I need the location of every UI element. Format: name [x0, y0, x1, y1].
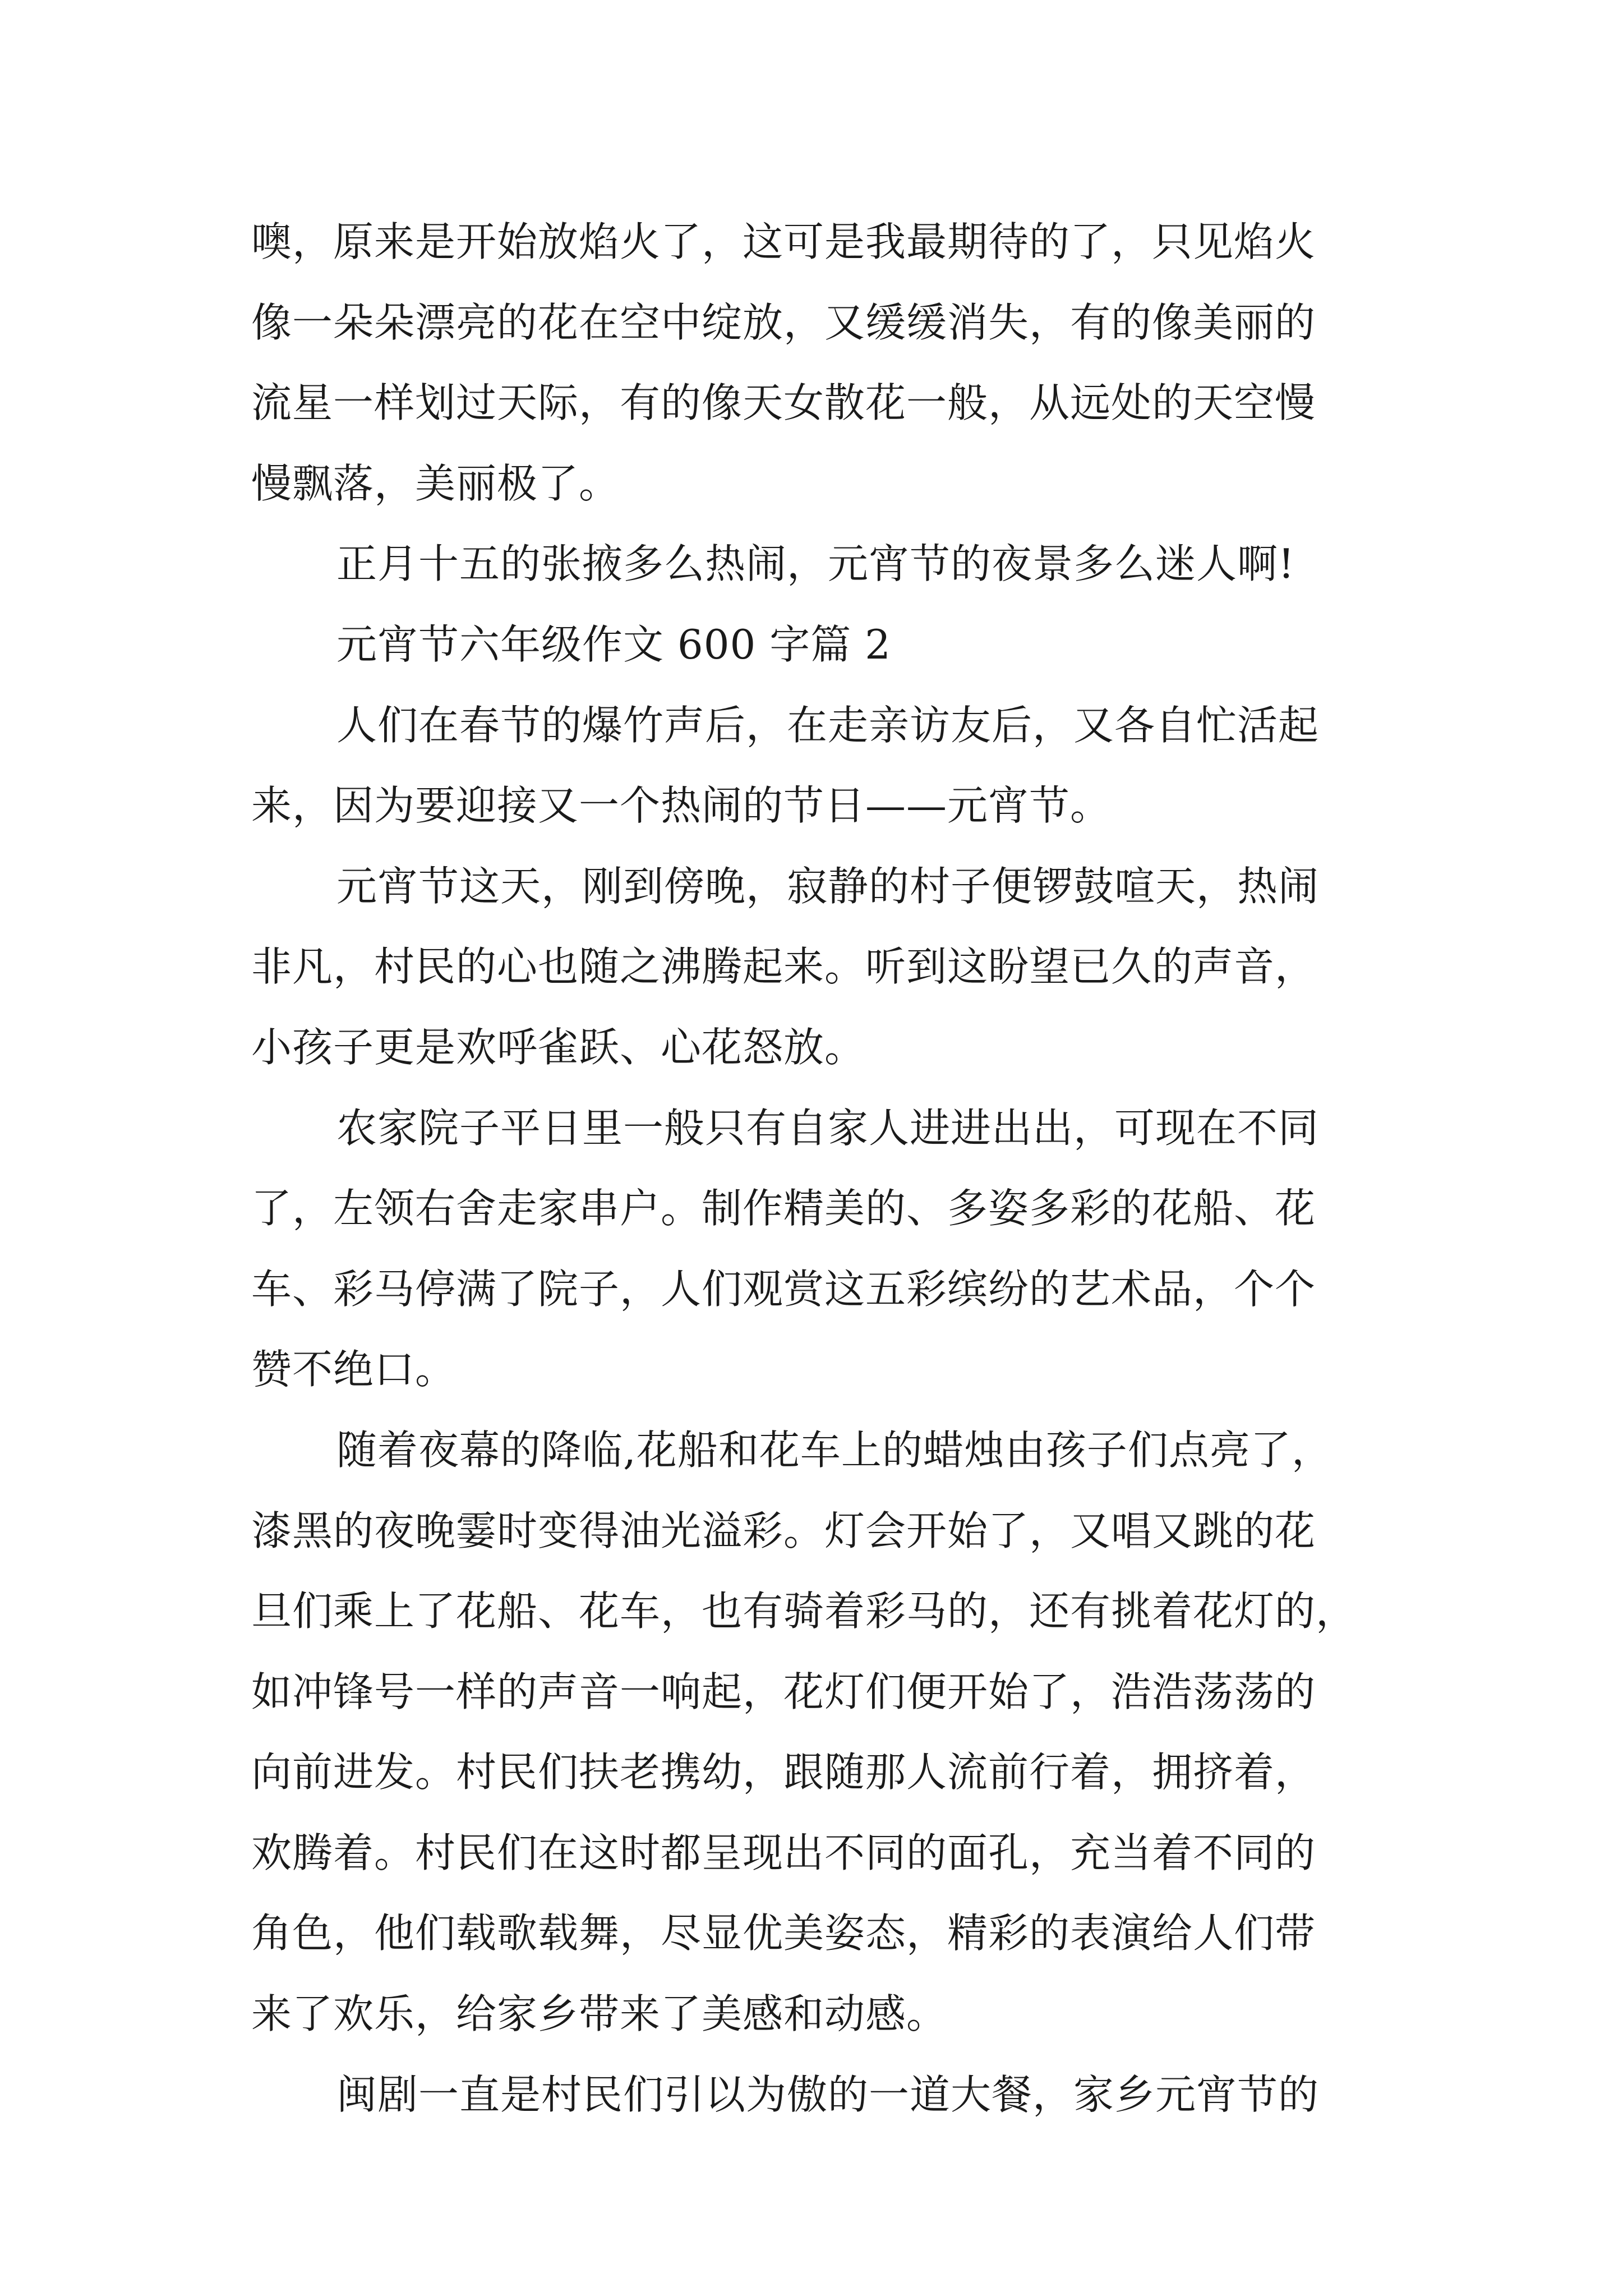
text-line: 人们在春节的爆竹声后，在走亲访友后，又各自忙活起 [336, 701, 1320, 749]
text-line: 如冲锋号一样的声音一响起，花灯们便开始了，浩浩荡荡的 [251, 1668, 1316, 1715]
text-line: 正月十五的张掖多么热闹，元宵节的夜景多么迷人啊! [336, 540, 1295, 588]
text-line: 非凡，村民的心也随之沸腾起来。听到这盼望已久的声音， [251, 943, 1316, 991]
text-line: 闽剧一直是村民们引以为傲的一道大餐，家乡元宵节的 [336, 2070, 1320, 2118]
text-line: 车、彩马停满了院子，人们观赏这五彩缤纷的艺术品，个个 [251, 1265, 1316, 1313]
text-line: 向前进发。村民们扶老携幼，跟随那人流前行着，拥挤着， [251, 1749, 1316, 1796]
text-line: 赞不绝口。 [251, 1346, 457, 1393]
text-line: 小孩子更是欢呼雀跃、心花怒放。 [251, 1023, 866, 1071]
text-line: 旦们乘上了花船、花车，也有骑着彩马的，还有挑着花灯的， [251, 1588, 1357, 1635]
text-line: 噢，原来是开始放焰火了，这可是我最期待的了，只见焰火 [251, 218, 1316, 265]
text-line: 元宵节六年级作文 600 字篇 2 [336, 620, 891, 668]
text-line: 慢飘落，美丽极了。 [251, 459, 620, 507]
text-line: 漆黑的夜晚霎时变得油光溢彩。灯会开始了，又唱又跳的花 [251, 1507, 1316, 1554]
text-line: 像一朵朵漂亮的花在空中绽放，又缓缓消失，有的像美丽的 [251, 298, 1316, 346]
text-line: 了，左领右舍走家串户。制作精美的、多姿多彩的花船、花 [251, 1185, 1316, 1232]
document-body [251, 202, 1395, 2135]
text-line: 欢腾着。村民们在这时都呈现出不同的面孔，充当着不同的 [251, 1829, 1316, 1876]
text-line: 流星一样划过天际，有的像天女散花一般，从远处的天空慢 [251, 379, 1316, 427]
text-line: 随着夜幕的降临,花船和花车上的蜡烛由孩子们点亮了， [336, 1426, 1332, 1474]
text-line: 元宵节这天，刚到傍晚，寂静的村子便锣鼓喧天，热闹 [336, 862, 1320, 910]
text-line: 来，因为要迎接又一个热闹的节日——元宵节。 [251, 782, 1112, 830]
text-line: 农家院子平日里一般只有自家人进进出出，可现在不同 [336, 1104, 1320, 1152]
text-line: 角色，他们载歌载舞，尽显优美姿态，精彩的表演给人们带 [251, 1910, 1316, 1957]
text-line: 来了欢乐，给家乡带来了美感和动感。 [251, 1990, 948, 2038]
